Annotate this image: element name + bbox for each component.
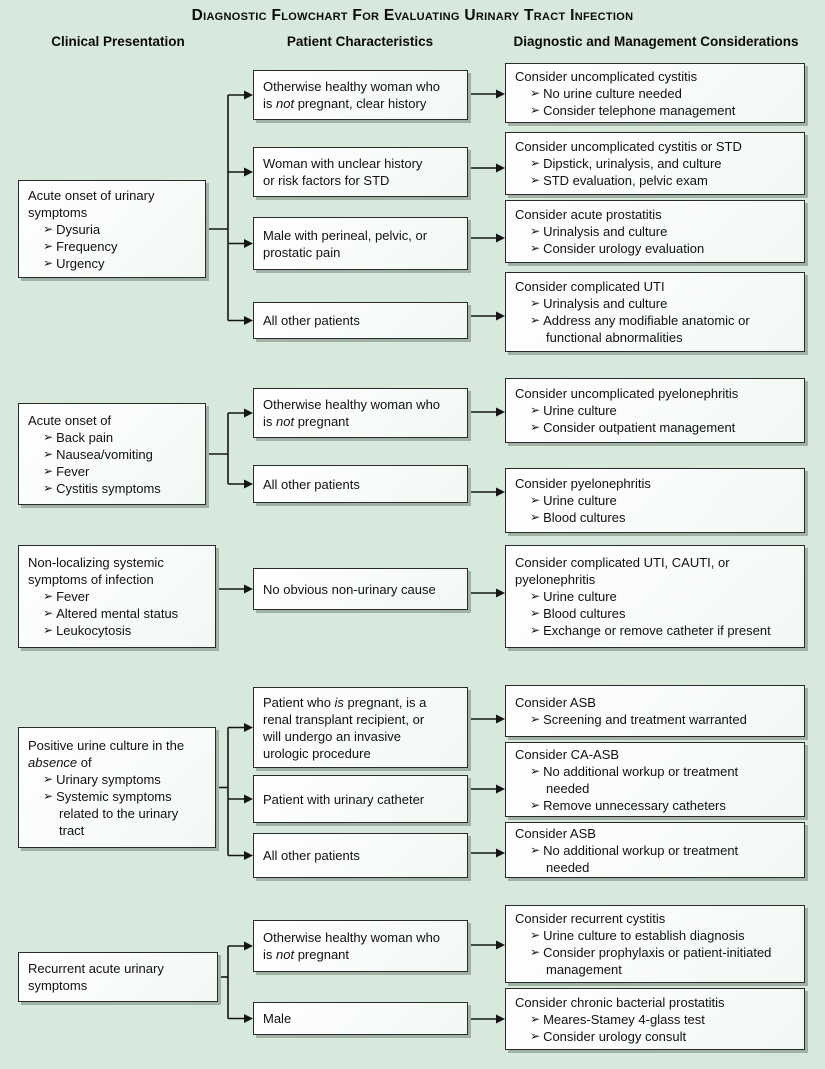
text-line: Consider complicated UTI, CAUTI, or [515,555,730,570]
arrowhead-icon [496,1015,505,1024]
consideration-box-positive-urine-culture-asymptomatic-1 [505,742,805,817]
patient-box-acute-onset-urinary-symptoms-1 [253,147,468,197]
patient-box-recurrent-acute-urinary-symptoms-1 [253,1002,468,1035]
text-line: Consider acute prostatitis [515,207,662,222]
text-line: is not pregnant [263,414,350,429]
consideration-box-acute-onset-urinary-symptoms-0 [505,63,805,123]
text-line: is not pregnant, clear history [263,96,427,111]
bullet-line: ➢ Cystitis symptoms [43,480,161,496]
text-line: prostatic pain [263,244,341,260]
arrowhead-icon [496,715,505,724]
patient-box-non-localizing-systemic-symptoms-0 [253,568,468,610]
arrowhead-bullet-icon: ➢ [530,403,541,417]
text-line: symptoms [28,204,88,220]
consideration-box-acute-onset-urinary-symptoms-3 [505,272,805,352]
page-title: Diagnostic Flowchart For Evaluating Urinary Tract Infection [191,7,634,24]
bullet-line: ➢ Meares-Stamey 4-glass test [530,1011,705,1027]
text-line: No obvious non-urinary cause [263,581,436,597]
text-line: Acute onset of urinary [28,187,155,203]
text-line: Recurrent acute urinary [28,961,164,976]
arrowhead-bullet-icon: ➢ [43,238,54,253]
bullet-line: ➢ Urine culture [530,589,617,604]
bullet-continuation-line: functional abnormalities [546,330,683,345]
consideration-box-acute-onset-pyelonephritis-symptoms-0 [505,378,805,443]
arrowhead-bullet-icon: ➢ [43,623,54,637]
bullet-line: ➢ Consider urology evaluation [530,241,705,256]
bullet-line: ➢ Frequency [43,238,118,254]
bullet-line: ➢ Back pain [43,429,114,445]
text-line: All other patients [263,848,360,863]
source-box-recurrent-acute-urinary-symptoms [18,952,218,1002]
arrowhead-bullet-icon: ➢ [43,463,54,478]
arrowhead-bullet-icon: ➢ [43,221,54,236]
arrowhead-bullet-icon: ➢ [43,446,54,461]
bullet-line: ➢ Screening and treatment warranted [530,712,747,727]
text-line: Acute onset of [28,412,112,428]
arrowhead-bullet-icon: ➢ [530,296,541,310]
arrowhead-icon [244,795,253,804]
source-box-positive-urine-culture-asymptomatic [18,727,216,848]
text-line: Otherwise healthy woman who [263,79,441,94]
text-line: will undergo an invasive [263,728,402,744]
bullet-line: ➢ Leukocytosis [43,623,132,638]
text-line: Consider pyelonephritis [515,476,651,491]
text-line: Consider ASB [515,825,596,841]
text-line: Otherwise healthy woman who [263,397,441,412]
arrowhead-icon [244,723,253,732]
arrowhead-bullet-icon: ➢ [43,606,54,620]
bullet-line: ➢ No additional workup or treatment [530,763,739,779]
arrowhead-bullet-icon: ➢ [530,510,541,524]
text-line: Consider CA-ASB [515,746,620,762]
bullet-line: ➢ Consider telephone management [530,102,736,118]
bullet-line: ➢ No additional workup or treatment [530,842,739,858]
bullet-line: ➢ Exchange or remove catheter if present [530,623,771,638]
source-box-acute-onset-urinary-symptoms [18,180,206,278]
bullet-line: ➢ Remove unnecessary catheters [530,797,726,813]
text-line: pyelonephritis [515,572,596,587]
patient-box-acute-onset-urinary-symptoms-3 [253,302,468,339]
arrowhead-icon [496,164,505,173]
text-line: Consider uncomplicated cystitis [515,68,698,84]
text-line: Otherwise healthy woman who [263,930,441,945]
bullet-line: ➢ Altered mental status [43,606,179,621]
arrowhead-bullet-icon: ➢ [530,928,541,942]
consideration-box-recurrent-acute-urinary-symptoms-1 [505,988,805,1050]
text-line: Consider recurrent cystitis [515,911,666,926]
bullet-line: ➢ Urine culture [530,493,617,508]
arrowhead-icon [244,91,253,100]
source-box-non-localizing-systemic-symptoms [18,545,216,648]
column-header-clinical-presentation: Clinical Presentation [51,34,185,49]
text-line: Non-localizing systemic [28,555,164,570]
arrowhead-icon [244,409,253,418]
text-line: renal transplant recipient, or [263,711,425,727]
bullet-line: ➢ Dipstick, urinalysis, and culture [530,156,722,171]
text-line: Consider chronic bacterial prostatitis [515,994,725,1010]
column-header-diagnostic-management: Diagnostic and Management Considerations [513,34,799,49]
bullet-line: ➢ Urinalysis and culture [530,296,668,311]
arrowhead-icon [244,851,253,860]
arrowhead-icon [496,589,505,598]
text-line: Consider complicated UTI [515,279,665,294]
text-line: Patient who is pregnant, is a [263,694,427,710]
text-line: Positive urine culture in the [28,737,185,753]
consideration-box-non-localizing-systemic-symptoms-0 [505,545,805,648]
patient-box-recurrent-acute-urinary-symptoms-0 [253,920,468,972]
consideration-box-positive-urine-culture-asymptomatic-2 [505,822,805,878]
consideration-box-acute-onset-urinary-symptoms-2 [505,200,805,263]
bullet-line: ➢ Nausea/vomiting [43,446,153,462]
consideration-box-acute-onset-pyelonephritis-symptoms-1 [505,468,805,533]
arrowhead-bullet-icon: ➢ [43,255,54,270]
consideration-box-positive-urine-culture-asymptomatic-0 [505,685,805,737]
bullet-line: ➢ Urinary symptoms [43,771,161,787]
bullet-line: ➢ Dysuria [43,221,101,237]
bullet-line: ➢ Address any modifiable anatomic or [530,313,750,328]
arrowhead-icon [496,312,505,321]
bullet-line: ➢ Consider outpatient management [530,420,736,435]
arrowhead-bullet-icon: ➢ [530,85,541,100]
bullet-line: ➢ Urgency [43,255,105,271]
bullet-line: ➢ Fever [43,463,90,479]
arrowhead-bullet-icon: ➢ [530,623,541,637]
column-header-patient-characteristics: Patient Characteristics [286,34,434,49]
arrowhead-icon [244,585,253,594]
bullet-continuation-line: tract [59,822,85,838]
arrowhead-icon [244,168,253,177]
arrowhead-bullet-icon: ➢ [530,842,541,857]
text-line: or risk factors for STD [263,173,390,188]
arrowhead-bullet-icon: ➢ [530,173,541,187]
arrowhead-bullet-icon: ➢ [530,156,541,170]
text-line: urologic procedure [263,745,371,761]
arrowhead-bullet-icon: ➢ [43,429,54,444]
bullet-line: ➢ Consider prophylaxis or patient-initiated [530,945,772,960]
arrowhead-icon [496,90,505,99]
arrowhead-icon [496,941,505,950]
text-line: Consider ASB [515,695,596,710]
patient-box-positive-urine-culture-asymptomatic-2 [253,833,468,878]
bullet-line: ➢ Urine culture to establish diagnosis [530,928,745,943]
text-line: absence of [28,754,92,770]
consideration-box-recurrent-acute-urinary-symptoms-0 [505,905,805,983]
arrowhead-bullet-icon: ➢ [530,1011,541,1026]
arrowhead-icon [496,234,505,243]
bullet-continuation-line: related to the urinary [59,805,179,821]
text-line: Male [263,1011,292,1026]
arrowhead-bullet-icon: ➢ [530,1028,541,1043]
bullet-continuation-line: needed [546,780,590,796]
arrowhead-bullet-icon: ➢ [530,313,541,327]
arrowhead-bullet-icon: ➢ [530,589,541,603]
patient-box-acute-onset-pyelonephritis-symptoms-1 [253,465,468,503]
arrowhead-bullet-icon: ➢ [530,606,541,620]
patient-box-acute-onset-pyelonephritis-symptoms-0 [253,388,468,438]
arrowhead-bullet-icon: ➢ [43,771,54,786]
text-line: Male with perineal, pelvic, or [263,227,428,243]
text-line: Consider uncomplicated pyelonephritis [515,386,739,401]
arrowhead-bullet-icon: ➢ [530,102,541,117]
text-line: symptoms of infection [28,572,154,587]
text-line: is not pregnant [263,947,350,962]
arrowhead-bullet-icon: ➢ [43,788,54,803]
bullet-line: ➢ Urinalysis and culture [530,224,668,239]
arrowhead-bullet-icon: ➢ [530,493,541,507]
arrowhead-icon [496,408,505,417]
bullet-continuation-line: needed [546,859,590,875]
arrowhead-bullet-icon: ➢ [530,241,541,255]
bullet-line: ➢ Blood cultures [530,510,626,525]
arrowhead-icon [244,942,253,951]
arrowhead-bullet-icon: ➢ [43,589,54,603]
bullet-line: ➢ No urine culture needed [530,85,682,101]
arrowhead-icon [244,316,253,325]
arrowhead-bullet-icon: ➢ [530,797,541,812]
arrowhead-icon [244,1014,253,1023]
patient-box-positive-urine-culture-asymptomatic-1 [253,775,468,823]
arrowhead-icon [496,785,505,794]
arrowhead-bullet-icon: ➢ [43,480,54,495]
text-line: All other patients [263,313,360,328]
text-line: symptoms [28,978,88,993]
bullet-line: ➢ Systemic symptoms [43,788,172,804]
text-line: All other patients [263,476,360,492]
bullet-line: ➢ Urine culture [530,403,617,418]
bullet-line: ➢ Consider urology consult [530,1028,687,1044]
bullet-line: ➢ Blood cultures [530,606,626,621]
bullet-line: ➢ Fever [43,589,90,604]
arrowhead-bullet-icon: ➢ [530,945,541,959]
patient-box-positive-urine-culture-asymptomatic-0 [253,687,468,768]
arrowhead-icon [244,239,253,248]
arrowhead-bullet-icon: ➢ [530,224,541,238]
patient-box-acute-onset-urinary-symptoms-0 [253,70,468,120]
text-line: Patient with urinary catheter [263,791,425,807]
bullet-line: ➢ STD evaluation, pelvic exam [530,173,708,188]
patient-box-acute-onset-urinary-symptoms-2 [253,217,468,270]
arrowhead-bullet-icon: ➢ [530,420,541,434]
arrowhead-bullet-icon: ➢ [530,763,541,778]
text-line: Woman with unclear history [263,156,423,171]
arrowhead-icon [244,480,253,489]
arrowhead-bullet-icon: ➢ [530,712,541,726]
arrowhead-icon [496,849,505,858]
text-line: Consider uncomplicated cystitis or STD [515,139,742,154]
consideration-box-acute-onset-urinary-symptoms-1 [505,132,805,195]
source-box-acute-onset-pyelonephritis-symptoms [18,403,206,505]
arrowhead-icon [496,488,505,497]
bullet-continuation-line: management [546,962,622,977]
